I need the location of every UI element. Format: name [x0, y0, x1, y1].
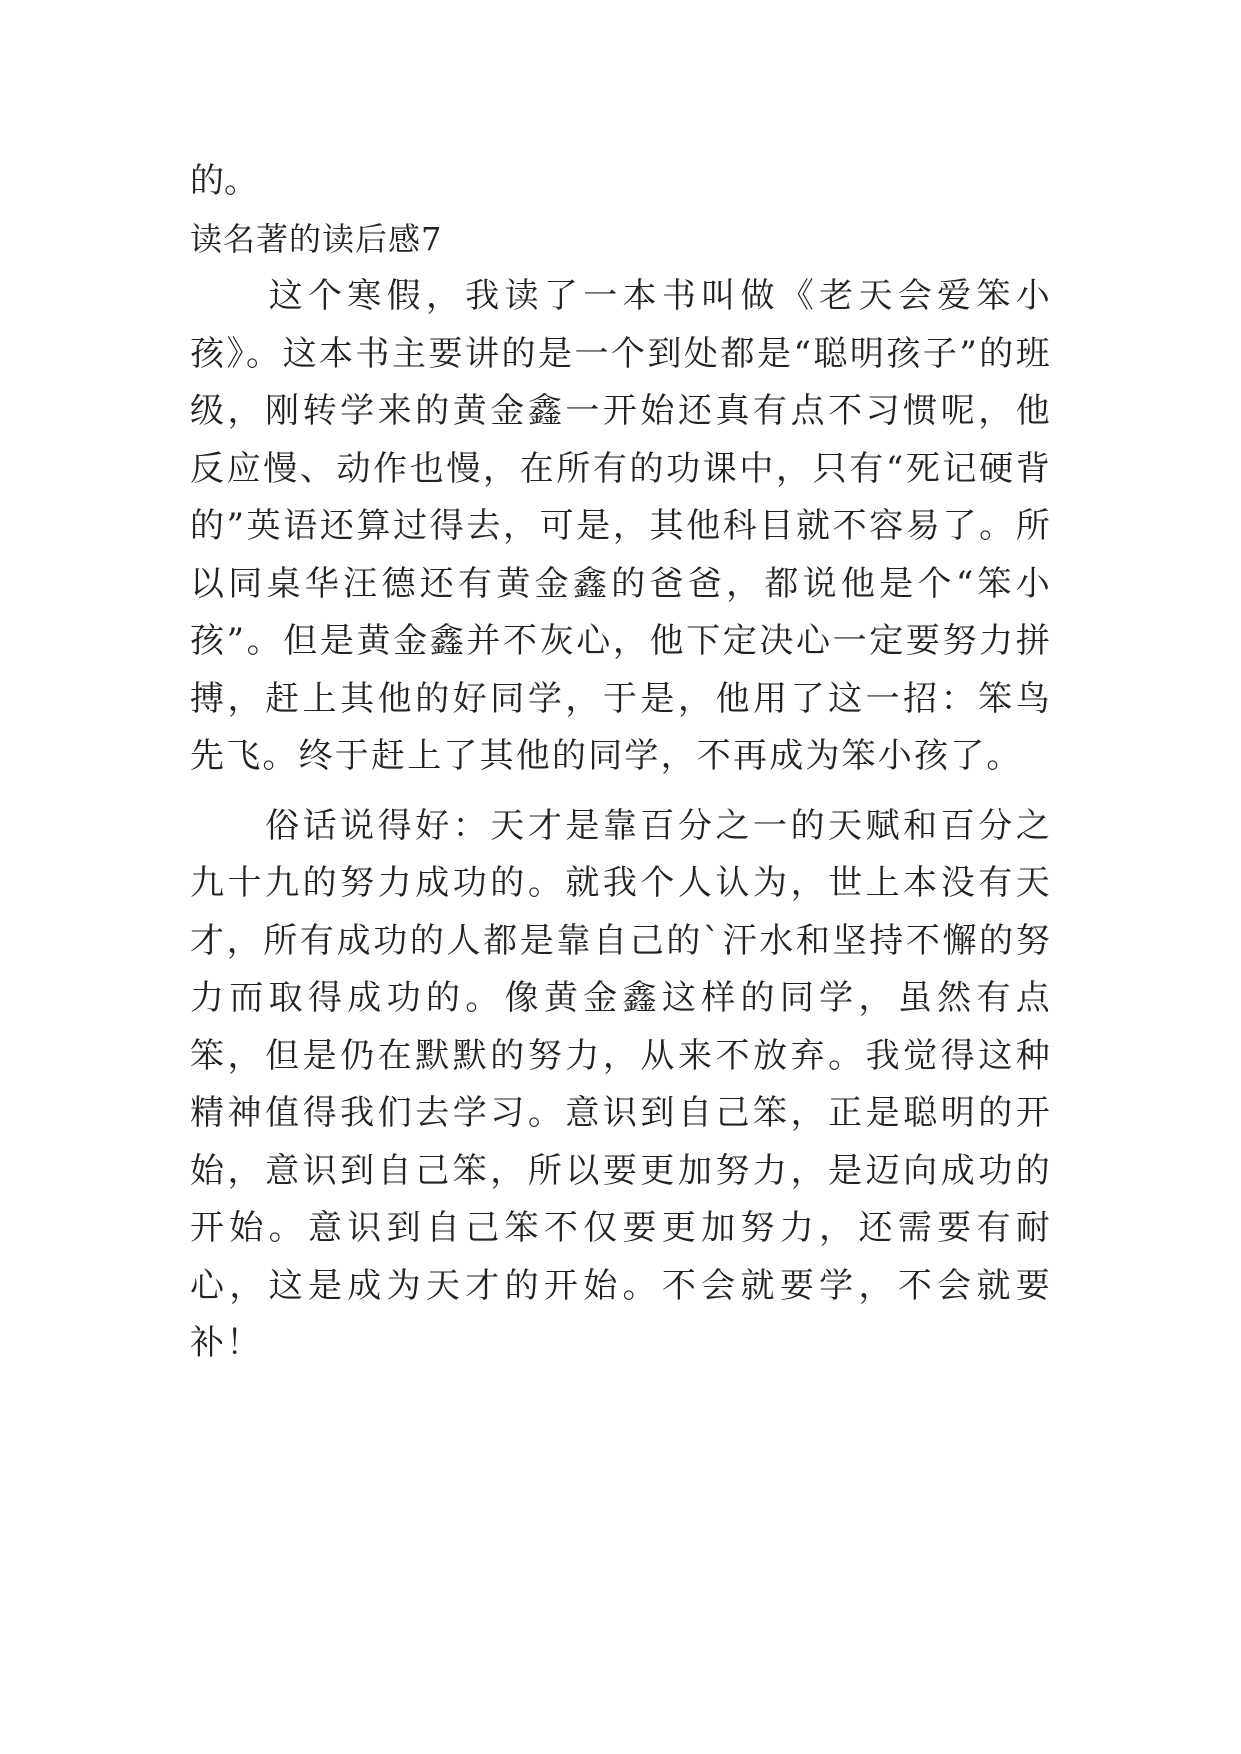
document-body: [190, 153, 1052, 1373]
continuation-text: 的。: [190, 161, 258, 201]
paragraph-1: 这个寒假，我读了一本书叫做《老天会爱笨小孩》。这本书主要讲的是一个到处都是“聪明孩子”的班级，刚转学来的黄金鑫一开始还真有点不习惯呢，他反应慢、动作也慢，在所有的功课中，只有“死记硬背的”英语还算过得去，可是，其他科目就不容易了。所以同桌华汪德还有黄金鑫的爸爸，都说他是个“笨小孩”。但是黄金鑫并不灰心，他下定决心一定要努力拼搏，赶上其他的好同学，于是，他用了这一招：笨鸟先飞。终于赶上了其他的同学，不再成为笨小孩了。: [190, 276, 1052, 776]
section-heading: 读名著的读后感7: [190, 219, 443, 258]
paragraph-spacer: [190, 786, 1052, 798]
paragraph-2: 俗话说得好：天才是靠百分之一的天赋和百分之九十九的努力成功的。就我个人认为，世上本没有天才，所有成功的人都是靠自己的`汗水和坚持不懈的努力而取得成功的。像黄金鑫这样的同学，虽然有点笨，但是仍在默默的努力，从来不放弃。我觉得这种精神值得我们去学习。意识到自己笨，正是聪明的开始，意识到自己笨，所以要更加努力，是迈向成功的开始。意识到自己笨不仅要更加努力，还需要有耐心，这是成为天才的开始。不会就要学，不会就要补！: [190, 805, 1052, 1363]
